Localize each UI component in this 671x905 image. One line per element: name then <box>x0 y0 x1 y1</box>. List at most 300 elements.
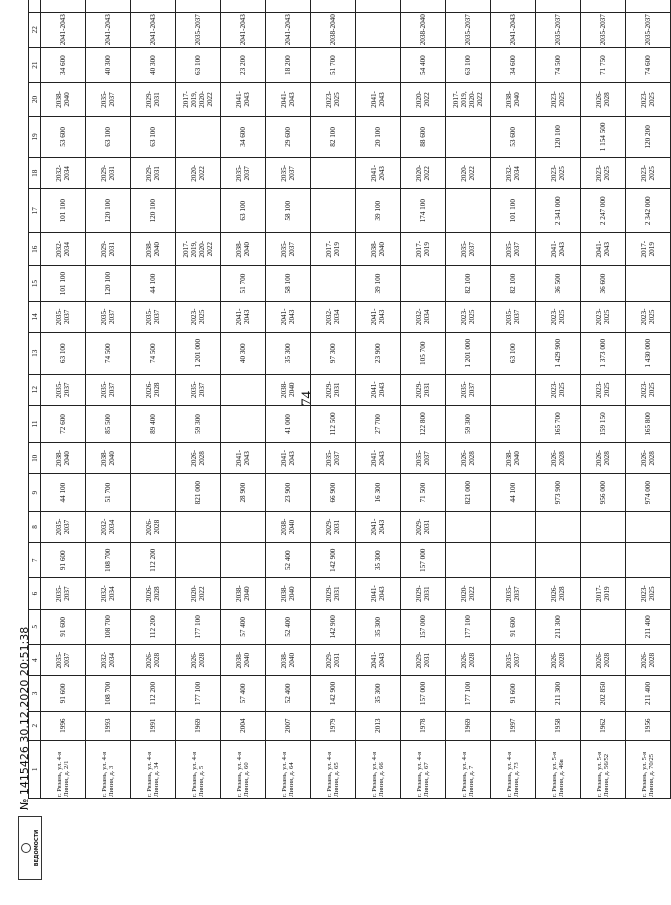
table-cell: 2035-2037 <box>41 374 86 405</box>
table-cell <box>536 511 581 542</box>
table-body <box>41 0 671 799</box>
table-cell: 2023-2025 <box>536 83 581 116</box>
table-cell: 2023-2025 <box>626 83 671 116</box>
table-cell: 122 800 <box>401 405 446 442</box>
address-cell: г. Рязань, ул. 4-я Линия, д. 7 <box>446 740 491 798</box>
page-number: 74 <box>299 391 315 406</box>
table-cell <box>626 0 671 12</box>
column-header: 21 <box>29 47 41 82</box>
table-cell: 40 300 <box>86 47 131 82</box>
table-cell: 63 100 <box>446 47 491 82</box>
table-cell: 35 300 <box>356 543 401 578</box>
table-cell: 2041-2043 <box>221 443 266 474</box>
table-cell: 174 100 <box>401 189 446 233</box>
address-cell: г. Рязань, ул. 4-я Линия, д. 2/1 <box>41 740 86 798</box>
table-cell: 58 100 <box>266 266 311 301</box>
table-cell: 63 100 <box>131 116 176 158</box>
table-cell: 2032-2034 <box>86 578 131 609</box>
table-cell: 2032-2034 <box>86 645 131 676</box>
table-cell: 2041-2043 <box>86 12 131 47</box>
table-cell: 2023-2025 <box>536 158 581 189</box>
table-cell: 2029-2031 <box>311 645 356 676</box>
table-cell: 2038-2040 <box>491 83 536 116</box>
table-cell: 71 750 <box>581 47 626 82</box>
table-cell <box>491 405 536 442</box>
table-cell: 1991 <box>131 711 176 740</box>
table-cell: 2023-2025 <box>536 374 581 405</box>
table-cell: 2 341 000 <box>536 189 581 233</box>
table-cell: 211 300 <box>536 609 581 644</box>
table-cell: 59 300 <box>176 405 221 442</box>
table-cell: 34 600 <box>41 47 86 82</box>
table-cell: 72 600 <box>41 405 86 442</box>
table-cell: 2026-2028 <box>446 645 491 676</box>
table-cell: 2026-2028 <box>446 443 491 474</box>
table-cell: 2038-2040 <box>266 374 311 405</box>
table-cell: 41 000 <box>266 405 311 442</box>
table-cell: 2038-2040 <box>356 233 401 266</box>
table-row <box>311 0 356 799</box>
table-cell: 2041-2043 <box>356 374 401 405</box>
table-cell: 2035-2037 <box>86 83 131 116</box>
table-cell: 52 400 <box>266 543 311 578</box>
table-cell <box>356 47 401 82</box>
table-cell: 120 100 <box>86 189 131 233</box>
table-cell: 2032-2034 <box>311 301 356 332</box>
table-cell: 40 300 <box>131 47 176 82</box>
table-cell: 53 600 <box>491 116 536 158</box>
table-cell <box>86 0 131 12</box>
table-cell <box>581 0 626 12</box>
table-cell: 120 100 <box>131 189 176 233</box>
table-cell: 2035-2037 <box>176 12 221 47</box>
table-cell: 2020-2022 <box>446 158 491 189</box>
table-cell: 2035-2037 <box>446 12 491 47</box>
table-cell: 2029-2031 <box>401 374 446 405</box>
table-cell: 2026-2028 <box>581 645 626 676</box>
table-cell: 2038-2040 <box>266 578 311 609</box>
table-cell: 2035-2037 <box>86 374 131 405</box>
table-cell: 2035-2037 <box>41 578 86 609</box>
column-header: 8 <box>29 511 41 542</box>
address-cell: г. Рязань, ул. 4-я Линия, д. 66 <box>356 740 401 798</box>
table-cell <box>311 266 356 301</box>
table-cell: 2041-2043 <box>221 301 266 332</box>
table-cell: 2035-2037 <box>41 645 86 676</box>
table-cell: 2038-2040 <box>221 233 266 266</box>
table-cell: 177 100 <box>176 676 221 711</box>
table-cell: 91 600 <box>491 609 536 644</box>
table-cell <box>41 0 86 12</box>
table-row <box>266 0 311 799</box>
table-cell: 82 100 <box>311 116 356 158</box>
table-cell: 2035-2037 <box>221 158 266 189</box>
table-cell: 177 100 <box>446 676 491 711</box>
table-cell: 2029-2031 <box>401 578 446 609</box>
table-cell <box>176 0 221 12</box>
table-header <box>29 0 41 799</box>
table-cell: 1969 <box>176 711 221 740</box>
table-cell: 211 300 <box>536 676 581 711</box>
table-cell: 2041-2043 <box>266 12 311 47</box>
column-header: 15 <box>29 266 41 301</box>
registration-line: № 1415426 30.12.2020 20:51:38 <box>18 626 31 810</box>
table-cell: 2026-2028 <box>131 578 176 609</box>
table-cell: 142 900 <box>311 609 356 644</box>
table-cell: 2023-2025 <box>626 301 671 332</box>
table-cell: 177 100 <box>446 609 491 644</box>
table-cell: 2035-2037 <box>446 233 491 266</box>
table-cell <box>131 0 176 12</box>
table-cell <box>581 511 626 542</box>
table-cell: 2023-2025 <box>446 301 491 332</box>
table-cell: 2041-2043 <box>266 301 311 332</box>
table-cell: 211 400 <box>626 676 671 711</box>
table-cell: 2041-2043 <box>356 443 401 474</box>
table-cell: 1 373 000 <box>581 332 626 374</box>
table-cell: 23 900 <box>356 332 401 374</box>
table-cell: 2041-2043 <box>356 511 401 542</box>
table-cell: 2026-2028 <box>131 374 176 405</box>
table-cell: 112 200 <box>131 676 176 711</box>
table-cell <box>401 0 446 12</box>
table-cell: 2026-2028 <box>131 645 176 676</box>
table-cell: 2041-2043 <box>356 158 401 189</box>
table-cell: 142 900 <box>311 676 356 711</box>
table-cell: 2023-2025 <box>626 374 671 405</box>
table-cell: 120 100 <box>86 266 131 301</box>
table-cell: 2041-2043 <box>266 83 311 116</box>
table-cell <box>221 511 266 542</box>
column-header: 16 <box>29 233 41 266</box>
address-cell: г. Рязань, ул. 4-я Линия, д. 34 <box>131 740 176 798</box>
table-cell: 35 300 <box>266 332 311 374</box>
table-cell: 2007 <box>266 711 311 740</box>
table-cell: 2041-2043 <box>221 83 266 116</box>
table-cell: 165 800 <box>626 405 671 442</box>
table-cell: 20 100 <box>356 116 401 158</box>
table-cell: 2035-2037 <box>41 511 86 542</box>
table-row <box>356 0 401 799</box>
column-header: 1 <box>29 740 41 798</box>
address-cell: г. Рязань, ул. 4-я Линия, д. 67 <box>401 740 446 798</box>
column-header: 18 <box>29 158 41 189</box>
column-header: 14 <box>29 301 41 332</box>
document-stamp <box>18 816 42 880</box>
table-cell <box>356 12 401 47</box>
table-cell: 2035-2037 <box>491 578 536 609</box>
table-cell: 51 700 <box>86 474 131 511</box>
table-cell: 157 000 <box>401 543 446 578</box>
table-cell: 2038-2040 <box>86 443 131 474</box>
table-cell <box>491 374 536 405</box>
table-cell: 18 200 <box>266 47 311 82</box>
table-cell: 2017-2019, 2020-2022 <box>446 83 491 116</box>
column-header: 11 <box>29 405 41 442</box>
table-cell: 74 500 <box>536 47 581 82</box>
table-cell: 2035-2037 <box>176 374 221 405</box>
schedule-table <box>28 0 671 799</box>
table-cell: 2041-2043 <box>356 578 401 609</box>
table-cell: 34 600 <box>491 47 536 82</box>
column-header: 9 <box>29 474 41 511</box>
table-row <box>446 0 491 799</box>
table-cell: 211 400 <box>626 609 671 644</box>
table-cell: 2038-2040 <box>266 511 311 542</box>
table-cell: 36 500 <box>536 266 581 301</box>
table-cell: 2026-2028 <box>176 443 221 474</box>
table-row <box>491 0 536 799</box>
table-cell: 44 100 <box>41 474 86 511</box>
table-cell: 2020-2022 <box>176 578 221 609</box>
table-cell <box>446 116 491 158</box>
table-cell: 2029-2031 <box>86 158 131 189</box>
table-cell: 1 201 000 <box>446 332 491 374</box>
table-cell: 2035-2037 <box>131 301 176 332</box>
table-cell: 1996 <box>41 711 86 740</box>
table-cell: 2038-2040 <box>401 12 446 47</box>
column-header: 3 <box>29 676 41 711</box>
table-cell: 2026-2028 <box>581 443 626 474</box>
table-cell <box>311 158 356 189</box>
table-cell <box>131 474 176 511</box>
table-cell: 112 500 <box>311 405 356 442</box>
column-header: 10 <box>29 443 41 474</box>
table-row <box>581 0 626 799</box>
table-cell <box>446 511 491 542</box>
table-cell: 105 700 <box>401 332 446 374</box>
table-cell: 120 100 <box>536 116 581 158</box>
column-header <box>29 0 41 12</box>
table-cell: 2023-2025 <box>581 158 626 189</box>
table-cell: 2035-2037 <box>581 12 626 47</box>
table-cell: 821 000 <box>446 474 491 511</box>
table-cell: 63 100 <box>41 332 86 374</box>
table-cell: 63 100 <box>491 332 536 374</box>
table-row <box>401 0 446 799</box>
column-header: 4 <box>29 645 41 676</box>
table-cell: 34 600 <box>221 116 266 158</box>
table-cell: 51 700 <box>221 266 266 301</box>
table-cell: 2035-2037 <box>86 301 131 332</box>
table-cell: 52 400 <box>266 609 311 644</box>
table-cell: 1978 <box>401 711 446 740</box>
table-cell: 59 300 <box>446 405 491 442</box>
table-cell <box>356 0 401 12</box>
table-cell: 2038-2040 <box>221 578 266 609</box>
table-cell: 39 100 <box>356 266 401 301</box>
table-cell: 2023-2025 <box>626 578 671 609</box>
table-cell: 52 400 <box>266 676 311 711</box>
table-row <box>626 0 671 799</box>
table-cell: 44 100 <box>131 266 176 301</box>
table-cell: 2 342 000 <box>626 189 671 233</box>
table-cell: 112 200 <box>131 609 176 644</box>
table-cell: 2035-2037 <box>536 12 581 47</box>
table-cell: 2038-2040 <box>41 443 86 474</box>
table-cell: 2013 <box>356 711 401 740</box>
table-cell: 82 100 <box>446 266 491 301</box>
table-cell: 2041-2043 <box>356 301 401 332</box>
table-cell: 157 000 <box>401 609 446 644</box>
table-cell: 71 500 <box>401 474 446 511</box>
table-cell: 63 100 <box>86 116 131 158</box>
table-cell: 2041-2043 <box>356 645 401 676</box>
table-cell: 28 900 <box>221 474 266 511</box>
table-cell: 97 300 <box>311 332 356 374</box>
stamp-emblem-icon <box>21 843 31 853</box>
table-cell: 27 700 <box>356 405 401 442</box>
table-cell: 2020-2022 <box>401 83 446 116</box>
table-cell: 91 600 <box>41 543 86 578</box>
table-cell: 39 100 <box>356 189 401 233</box>
column-header: 20 <box>29 83 41 116</box>
table-cell: 2004 <box>221 711 266 740</box>
table-cell: 2023-2025 <box>536 301 581 332</box>
address-cell: г. Рязань, ул. 5-я Линия, д. 46в <box>536 740 581 798</box>
table-cell: 2023-2025 <box>581 301 626 332</box>
table-cell <box>221 543 266 578</box>
table-cell: 101 100 <box>491 189 536 233</box>
table-cell: 2035-2037 <box>491 301 536 332</box>
table-cell: 2041-2043 <box>266 443 311 474</box>
table-cell: 2026-2028 <box>626 443 671 474</box>
table-cell: 85 500 <box>86 405 131 442</box>
table-cell: 2032-2034 <box>41 233 86 266</box>
table-cell: 177 100 <box>176 609 221 644</box>
address-cell: г. Рязань, ул. 5-я Линия, д. 56/52 <box>581 740 626 798</box>
address-cell: г. Рязань, ул. 4-я Линия, д. 3 <box>86 740 131 798</box>
table-cell: 2029-2031 <box>131 83 176 116</box>
table-cell <box>626 543 671 578</box>
table-cell: 1958 <box>536 711 581 740</box>
table-cell: 2026-2028 <box>131 511 176 542</box>
table-cell <box>446 189 491 233</box>
column-header: 13 <box>29 332 41 374</box>
table-cell: 91 600 <box>41 676 86 711</box>
table-cell: 108 700 <box>86 676 131 711</box>
address-cell: г. Рязань, ул. 5-я Линия, д. 70/25 <box>626 740 671 798</box>
table-cell: 74 500 <box>131 332 176 374</box>
table-cell: 2023-2025 <box>581 374 626 405</box>
table-cell: 63 100 <box>221 189 266 233</box>
table-cell: 2029-2031 <box>401 645 446 676</box>
table-cell: 66 900 <box>311 474 356 511</box>
table-cell <box>446 543 491 578</box>
column-header: 6 <box>29 578 41 609</box>
table-cell <box>221 374 266 405</box>
table-cell: 1969 <box>446 711 491 740</box>
table-cell <box>581 543 626 578</box>
column-header: 17 <box>29 189 41 233</box>
table-cell: 112 200 <box>131 543 176 578</box>
column-header: 2 <box>29 711 41 740</box>
table-cell: 29 600 <box>266 116 311 158</box>
table-cell: 2035-2037 <box>41 301 86 332</box>
table-cell: 35 300 <box>356 676 401 711</box>
table-cell: 2038-2040 <box>41 83 86 116</box>
table-cell: 54 400 <box>401 47 446 82</box>
table-cell: 2020-2022 <box>446 578 491 609</box>
table-cell: 120 200 <box>626 116 671 158</box>
table-cell <box>536 543 581 578</box>
table-cell: 74 600 <box>626 47 671 82</box>
table-cell <box>176 266 221 301</box>
table-cell: 1997 <box>491 711 536 740</box>
table-cell: 89 400 <box>131 405 176 442</box>
table-cell: 1993 <box>86 711 131 740</box>
table-cell <box>131 443 176 474</box>
table-cell: 2026-2028 <box>536 645 581 676</box>
address-cell: г. Рязань, ул. 4-я Линия, д. 65 <box>311 740 356 798</box>
table-cell: 2035-2037 <box>491 233 536 266</box>
table-cell: 202 850 <box>581 676 626 711</box>
table-cell: 2032-2034 <box>401 301 446 332</box>
table-cell: 2035-2037 <box>266 233 311 266</box>
table-cell <box>176 543 221 578</box>
table-cell <box>311 189 356 233</box>
table-cell: 1 154 500 <box>581 116 626 158</box>
table-cell: 2041-2043 <box>356 83 401 116</box>
table-cell: 165 700 <box>536 405 581 442</box>
table-cell: 2017-2019 <box>626 233 671 266</box>
table-cell: 2041-2043 <box>581 233 626 266</box>
table-cell <box>311 0 356 12</box>
table-cell: 2035-2037 <box>401 443 446 474</box>
table-cell: 91 600 <box>41 609 86 644</box>
table-cell: 2020-2022 <box>176 158 221 189</box>
table-cell: 2032-2034 <box>41 158 86 189</box>
table-cell: 973 900 <box>536 474 581 511</box>
table-cell: 1 430 000 <box>626 332 671 374</box>
table-cell: 2026-2028 <box>536 578 581 609</box>
table-cell: 108 700 <box>86 609 131 644</box>
column-header: 7 <box>29 543 41 578</box>
table-cell: 2041-2043 <box>131 12 176 47</box>
table-cell: 53 600 <box>41 116 86 158</box>
address-cell: г. Рязань, ул. 4-я Линия, д. 64 <box>266 740 311 798</box>
column-header: 12 <box>29 374 41 405</box>
table-cell: 2038-2040 <box>131 233 176 266</box>
table-cell: 2029-2031 <box>86 233 131 266</box>
table-cell: 91 600 <box>491 676 536 711</box>
table-cell: 101 100 <box>41 189 86 233</box>
table-cell: 2023-2025 <box>311 83 356 116</box>
table-cell: 1962 <box>581 711 626 740</box>
table-cell: 88 600 <box>401 116 446 158</box>
table-cell: 57 400 <box>221 609 266 644</box>
table-cell <box>491 511 536 542</box>
table-cell: 2029-2031 <box>401 511 446 542</box>
table-cell: 2041-2043 <box>221 12 266 47</box>
table-cell: 2032-2034 <box>491 158 536 189</box>
table-cell: 2035-2037 <box>491 645 536 676</box>
table-cell: 2029-2031 <box>311 511 356 542</box>
table-cell <box>176 189 221 233</box>
table-cell: 36 600 <box>581 266 626 301</box>
table-row <box>131 0 176 799</box>
table-cell: 57 400 <box>221 676 266 711</box>
table-cell: 2035-2037 <box>266 158 311 189</box>
table-row <box>536 0 581 799</box>
table-cell <box>446 0 491 12</box>
address-cell: г. Рязань, ул. 4-я Линия, д. 60 <box>221 740 266 798</box>
stamp-text: ВЕДОМОСТИ <box>34 829 40 867</box>
table-row <box>221 0 266 799</box>
table-cell <box>536 0 581 12</box>
table-cell: 2041-2043 <box>41 12 86 47</box>
table-cell: 157 000 <box>401 676 446 711</box>
